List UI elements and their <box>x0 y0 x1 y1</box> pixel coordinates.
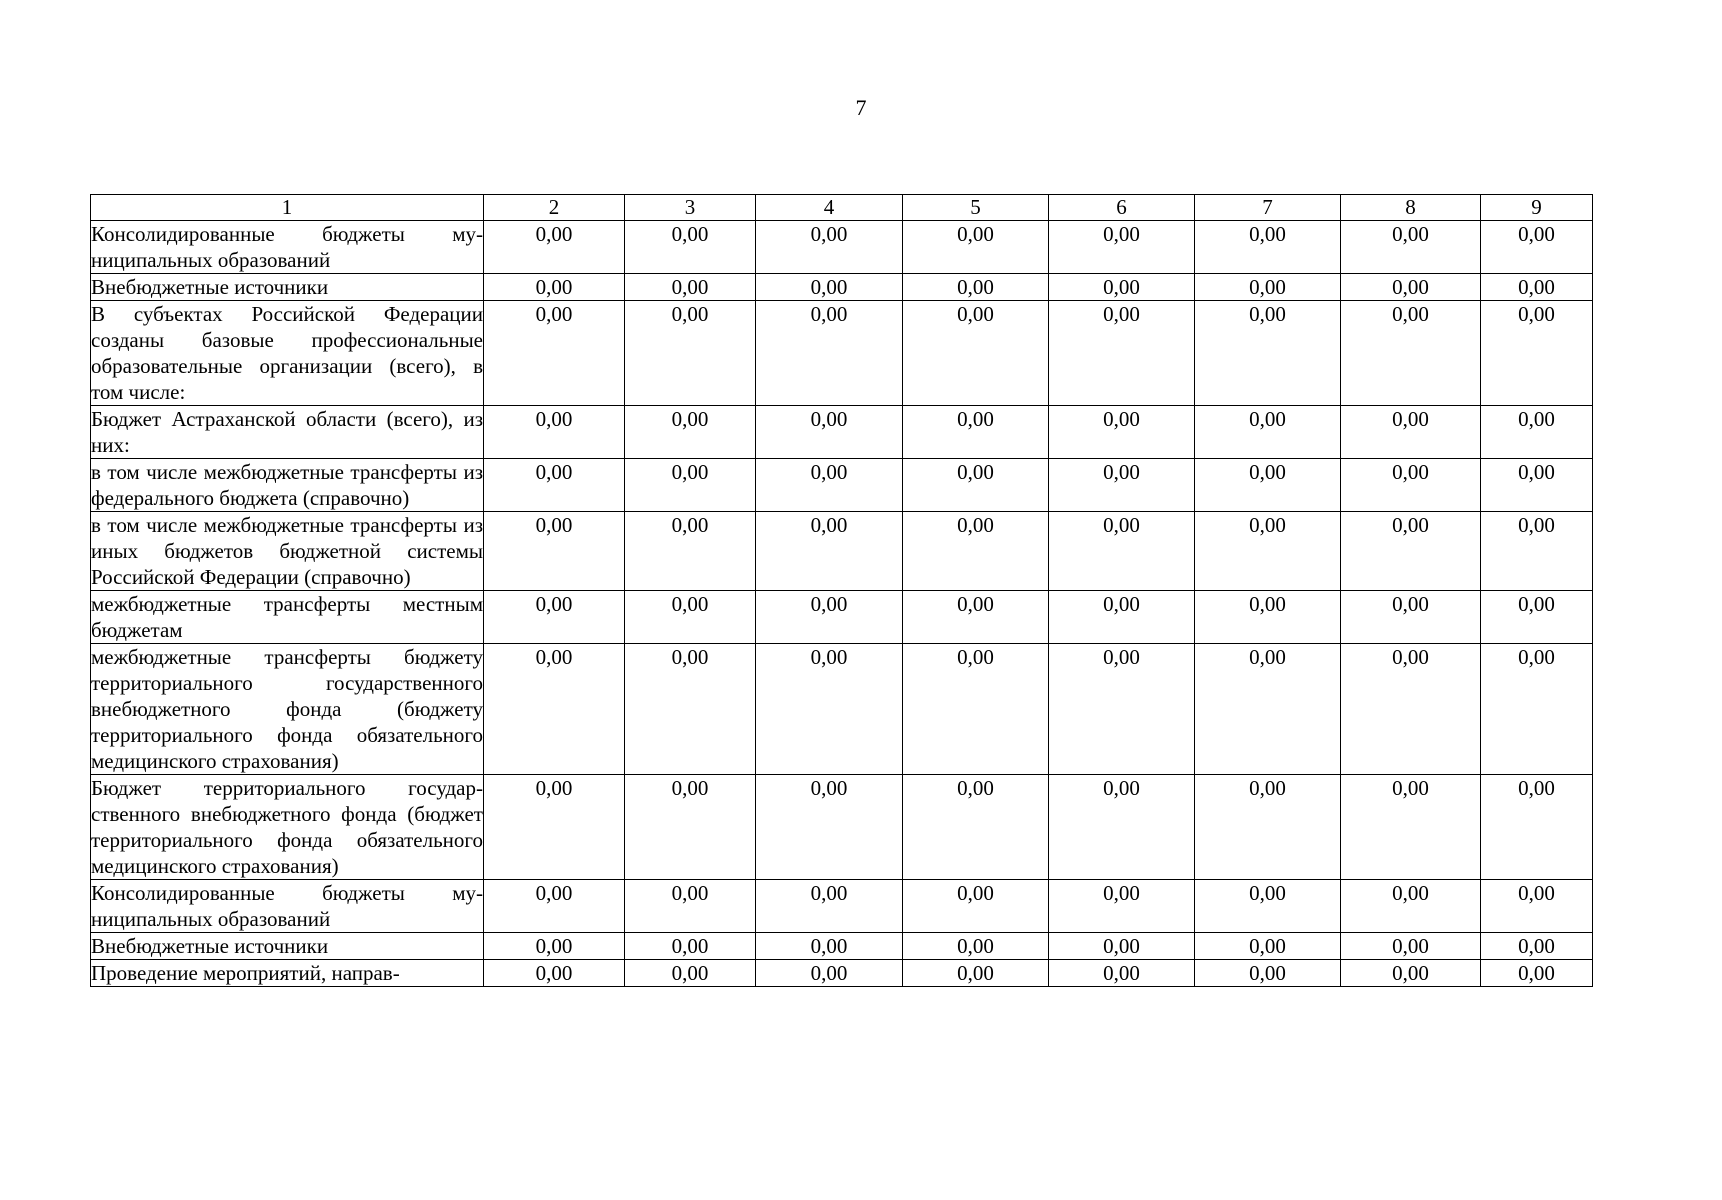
page-number: 7 <box>855 95 867 120</box>
value-cell <box>625 274 756 301</box>
cell-value: 0,00 <box>1518 222 1555 246</box>
value-cell <box>756 960 903 987</box>
value-cell <box>484 512 625 591</box>
value-cell <box>903 775 1049 880</box>
cell-value: 0,00 <box>1103 460 1140 484</box>
cell-value: 0,00 <box>1103 513 1140 537</box>
table-row <box>91 406 1593 459</box>
cell-value: 0,00 <box>1249 645 1286 669</box>
cell-value: 0,00 <box>810 961 848 985</box>
value-cell <box>1341 274 1481 301</box>
cell-value: 0,00 <box>1103 961 1140 985</box>
cell-value: 0,00 <box>1392 961 1429 985</box>
value-cell <box>625 591 756 644</box>
cell-value: 0,00 <box>535 592 573 616</box>
row-label: Бюджет Астраханской области (всего), из них: <box>91 407 483 457</box>
cell-value: 0,00 <box>1518 961 1555 985</box>
cell-value: 0,00 <box>1249 275 1286 299</box>
value-cell <box>1195 591 1341 644</box>
cell-value: 0,00 <box>671 302 709 326</box>
budget-table <box>90 194 1593 987</box>
value-cell <box>484 591 625 644</box>
cell-value: 0,00 <box>957 222 994 246</box>
value-cell <box>625 960 756 987</box>
column-header: 3 <box>625 195 756 221</box>
value-cell <box>625 459 756 512</box>
cell-value: 0,00 <box>957 592 994 616</box>
table-row <box>91 644 1593 775</box>
value-cell <box>1195 775 1341 880</box>
cell-value: 0,00 <box>810 460 848 484</box>
cell-value: 0,00 <box>1249 881 1286 905</box>
cell-value: 0,00 <box>671 592 709 616</box>
value-cell <box>1341 591 1481 644</box>
value-cell <box>1481 591 1593 644</box>
table-row <box>91 274 1593 301</box>
value-cell <box>484 301 625 406</box>
table-body <box>91 221 1593 987</box>
table-row <box>91 775 1593 880</box>
value-cell <box>1481 960 1593 987</box>
value-cell <box>1195 459 1341 512</box>
cell-value: 0,00 <box>1518 302 1555 326</box>
cell-value: 0,00 <box>957 460 994 484</box>
value-cell <box>1049 221 1195 274</box>
cell-value: 0,00 <box>1103 275 1140 299</box>
value-cell <box>903 591 1049 644</box>
column-header: 4 <box>756 195 903 221</box>
cell-value: 0,00 <box>535 222 573 246</box>
cell-value: 0,00 <box>810 881 848 905</box>
row-label: Бюджет территориального государственного внебюджетного фонда (бюджет территориального фонда обязательного медицинского страхования) <box>91 776 483 878</box>
cell-value: 0,00 <box>1518 275 1555 299</box>
value-cell <box>1341 221 1481 274</box>
cell-value: 0,00 <box>1103 592 1140 616</box>
value-cell <box>1049 775 1195 880</box>
column-header: 2 <box>484 195 625 221</box>
cell-value: 0,00 <box>810 275 848 299</box>
value-cell <box>484 775 625 880</box>
cell-value: 0,00 <box>810 776 848 800</box>
value-cell <box>484 644 625 775</box>
cell-value: 0,00 <box>1103 407 1140 431</box>
cell-value: 0,00 <box>671 961 709 985</box>
value-cell <box>1481 644 1593 775</box>
table-row <box>91 960 1593 987</box>
value-cell <box>1049 880 1195 933</box>
cell-value: 0,00 <box>671 407 709 431</box>
value-cell <box>1481 512 1593 591</box>
table-row <box>91 591 1593 644</box>
cell-value: 0,00 <box>535 302 573 326</box>
cell-value: 0,00 <box>1249 222 1286 246</box>
cell-value: 0,00 <box>1103 934 1140 958</box>
value-cell <box>484 459 625 512</box>
value-cell <box>1481 775 1593 880</box>
cell-value: 0,00 <box>810 302 848 326</box>
value-cell <box>756 591 903 644</box>
cell-value: 0,00 <box>1249 460 1286 484</box>
row-label: Проведение мероприятий, направ- <box>91 960 484 987</box>
value-cell <box>1049 591 1195 644</box>
column-header: 7 <box>1195 195 1341 221</box>
value-cell <box>903 301 1049 406</box>
cell-value: 0,00 <box>535 275 573 299</box>
cell-value: 0,00 <box>1249 961 1286 985</box>
value-cell <box>1341 880 1481 933</box>
cell-value: 0,00 <box>1392 513 1429 537</box>
cell-value: 0,00 <box>957 776 994 800</box>
row-label: в том числе межбюджетные трансферты из иных бюджетов бюджетной системы Российской Федерации (справочно) <box>91 513 483 589</box>
row-label: в том числе межбюджетные трансферты из федерального бюджета (справочно) <box>91 460 483 510</box>
value-cell <box>1341 775 1481 880</box>
value-cell <box>1195 406 1341 459</box>
value-cell <box>1341 644 1481 775</box>
value-cell <box>1195 512 1341 591</box>
value-cell <box>903 880 1049 933</box>
value-cell <box>1195 301 1341 406</box>
cell-value: 0,00 <box>810 592 848 616</box>
value-cell <box>1481 406 1593 459</box>
cell-value: 0,00 <box>1249 302 1286 326</box>
cell-value: 0,00 <box>810 645 848 669</box>
value-cell <box>1049 459 1195 512</box>
cell-value: 0,00 <box>1249 407 1286 431</box>
row-label: Внебюджетные источники <box>91 933 484 960</box>
value-cell <box>484 933 625 960</box>
cell-value: 0,00 <box>1103 222 1140 246</box>
row-label: межбюджетные трансферты местным бюджетам <box>91 592 483 642</box>
cell-value: 0,00 <box>671 881 709 905</box>
cell-value: 0,00 <box>1103 645 1140 669</box>
value-cell <box>756 933 903 960</box>
value-cell <box>1481 459 1593 512</box>
cell-value: 0,00 <box>1392 275 1429 299</box>
cell-value: 0,00 <box>535 961 573 985</box>
cell-value: 0,00 <box>535 881 573 905</box>
value-cell <box>903 406 1049 459</box>
value-cell <box>1481 274 1593 301</box>
value-cell <box>1049 301 1195 406</box>
cell-value: 0,00 <box>1249 934 1286 958</box>
cell-value: 0,00 <box>671 460 709 484</box>
cell-value: 0,00 <box>957 407 994 431</box>
table-row <box>91 221 1593 274</box>
value-cell <box>903 644 1049 775</box>
row-label: Внебюджетные источники <box>91 274 484 301</box>
value-cell <box>625 644 756 775</box>
cell-value: 0,00 <box>1392 460 1429 484</box>
cell-value: 0,00 <box>810 222 848 246</box>
value-cell <box>1049 512 1195 591</box>
value-cell <box>484 960 625 987</box>
cell-value: 0,00 <box>957 881 994 905</box>
value-cell <box>756 880 903 933</box>
cell-value: 0,00 <box>1518 881 1555 905</box>
row-label: Консолидированные бюджеты муниципальных образований <box>91 222 483 272</box>
cell-value: 0,00 <box>535 934 573 958</box>
cell-value: 0,00 <box>1392 645 1429 669</box>
value-cell <box>756 644 903 775</box>
value-cell <box>756 221 903 274</box>
cell-value: 0,00 <box>1518 513 1555 537</box>
value-cell <box>1341 960 1481 987</box>
value-cell <box>1341 933 1481 960</box>
cell-value: 0,00 <box>957 961 994 985</box>
value-cell <box>625 880 756 933</box>
value-cell <box>1195 644 1341 775</box>
value-cell <box>1049 274 1195 301</box>
cell-value: 0,00 <box>1518 645 1555 669</box>
value-cell <box>1195 221 1341 274</box>
value-cell <box>756 512 903 591</box>
value-cell <box>1481 933 1593 960</box>
cell-value: 0,00 <box>810 934 848 958</box>
cell-value: 0,00 <box>1103 881 1140 905</box>
cell-value: 0,00 <box>1392 934 1429 958</box>
value-cell <box>484 221 625 274</box>
value-cell <box>1195 880 1341 933</box>
cell-value: 0,00 <box>671 645 709 669</box>
value-cell <box>903 459 1049 512</box>
cell-value: 0,00 <box>1518 407 1555 431</box>
value-cell <box>756 301 903 406</box>
value-cell <box>625 933 756 960</box>
cell-value: 0,00 <box>1392 592 1429 616</box>
table-row <box>91 301 1593 406</box>
value-cell <box>484 406 625 459</box>
cell-value: 0,00 <box>1518 460 1555 484</box>
value-cell <box>903 933 1049 960</box>
cell-value: 0,00 <box>1392 881 1429 905</box>
value-cell <box>1341 301 1481 406</box>
value-cell <box>756 775 903 880</box>
table-row <box>91 512 1593 591</box>
table-row <box>91 880 1593 933</box>
table-row <box>91 933 1593 960</box>
value-cell <box>903 512 1049 591</box>
value-cell <box>1341 406 1481 459</box>
cell-value: 0,00 <box>810 513 848 537</box>
cell-value: 0,00 <box>957 275 994 299</box>
value-cell <box>625 775 756 880</box>
cell-value: 0,00 <box>1103 776 1140 800</box>
value-cell <box>756 459 903 512</box>
value-cell <box>903 274 1049 301</box>
cell-value: 0,00 <box>1392 407 1429 431</box>
value-cell <box>903 221 1049 274</box>
value-cell <box>1341 459 1481 512</box>
header-row <box>91 195 1593 221</box>
cell-value: 0,00 <box>957 934 994 958</box>
value-cell <box>903 960 1049 987</box>
cell-value: 0,00 <box>671 934 709 958</box>
cell-value: 0,00 <box>1103 302 1140 326</box>
value-cell <box>1195 274 1341 301</box>
cell-value: 0,00 <box>535 460 573 484</box>
value-cell <box>1049 406 1195 459</box>
cell-value: 0,00 <box>957 645 994 669</box>
value-cell <box>625 301 756 406</box>
row-label: В субъектах Российской Федерации созданы базовые профессиональные образовательные организации (всего), в том числе: <box>91 302 483 404</box>
value-cell <box>1195 933 1341 960</box>
cell-value: 0,00 <box>1518 776 1555 800</box>
cell-value: 0,00 <box>535 645 573 669</box>
cell-value: 0,00 <box>671 513 709 537</box>
cell-value: 0,00 <box>1249 592 1286 616</box>
cell-value: 0,00 <box>1392 776 1429 800</box>
value-cell <box>1481 301 1593 406</box>
cell-value: 0,00 <box>671 222 709 246</box>
cell-value: 0,00 <box>671 776 709 800</box>
value-cell <box>1481 221 1593 274</box>
column-header: 1 <box>91 195 484 221</box>
column-header: 5 <box>903 195 1049 221</box>
value-cell <box>625 512 756 591</box>
value-cell <box>756 274 903 301</box>
value-cell <box>625 406 756 459</box>
cell-value: 0,00 <box>957 302 994 326</box>
row-label: Консолидированные бюджеты муниципальных образований <box>91 881 483 931</box>
cell-value: 0,00 <box>671 275 709 299</box>
value-cell <box>756 406 903 459</box>
column-header: 9 <box>1481 195 1593 221</box>
cell-value: 0,00 <box>535 407 573 431</box>
value-cell <box>625 221 756 274</box>
value-cell <box>484 274 625 301</box>
column-header: 8 <box>1341 195 1481 221</box>
column-header: 6 <box>1049 195 1195 221</box>
cell-value: 0,00 <box>1249 513 1286 537</box>
cell-value: 0,00 <box>1518 592 1555 616</box>
cell-value: 0,00 <box>957 513 994 537</box>
cell-value: 0,00 <box>1392 302 1429 326</box>
table-row <box>91 459 1593 512</box>
cell-value: 0,00 <box>1392 222 1429 246</box>
value-cell <box>1481 880 1593 933</box>
value-cell <box>1195 960 1341 987</box>
row-label: межбюджетные трансферты бюджету территориального государственного внебюджетного фонда (бюджету территориального фонда обязательного медицинского страхования) <box>91 645 483 773</box>
cell-value: 0,00 <box>535 513 573 537</box>
value-cell <box>1341 512 1481 591</box>
value-cell <box>1049 933 1195 960</box>
cell-value: 0,00 <box>535 776 573 800</box>
value-cell <box>1049 644 1195 775</box>
cell-value: 0,00 <box>1518 934 1555 958</box>
value-cell <box>484 880 625 933</box>
cell-value: 0,00 <box>810 407 848 431</box>
cell-value: 0,00 <box>1249 776 1286 800</box>
value-cell <box>1049 960 1195 987</box>
table-header <box>91 195 1593 221</box>
